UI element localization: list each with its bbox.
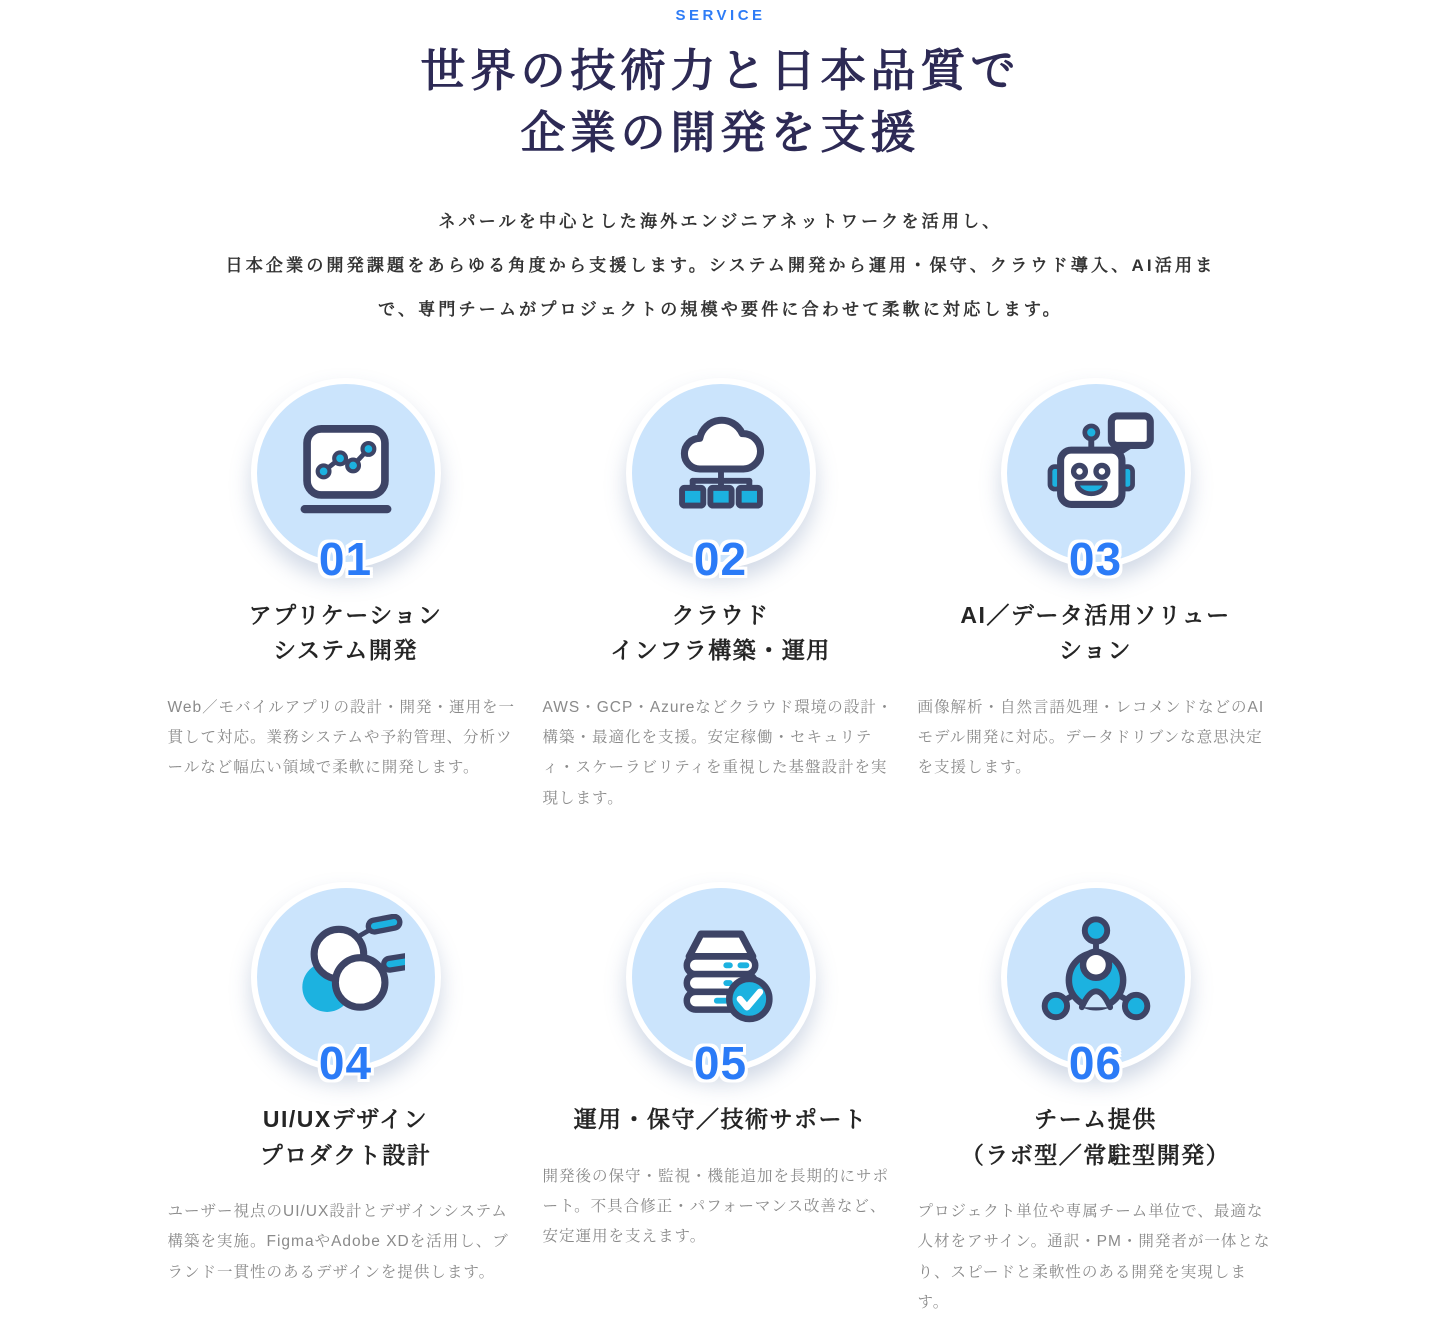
service-description: 開発後の保守・監視・機能追加を長期的にサポート。不具合修正・パフォーマンス改善など、安定運用を支えます。 [542, 1167, 890, 1245]
laptop-chart-icon [287, 410, 405, 528]
section-eyebrow: SERVICE [675, 7, 766, 24]
service-title-line1: UI/UXデザイン [262, 1105, 429, 1132]
service-description: 画像解析・自然言語処理・レコメンドなどのAIモデル開発に対応。データドリブンな意思決定を支援します。 [917, 699, 1265, 777]
service-title [960, 598, 1230, 669]
service-title-line1: クラウド [671, 601, 770, 628]
service-title-line1: 運用・保守／技術サポート [573, 1105, 868, 1132]
section-intro [213, 200, 1228, 332]
cloud-network-icon [662, 410, 780, 528]
service-card-cloud-infra [543, 378, 899, 814]
service-number: 06 [1068, 1036, 1123, 1089]
service-number: 02 [693, 532, 748, 585]
service-title-line2: （ラボ型／常駐型開発） [960, 1141, 1231, 1168]
service-title-line2: ション [1058, 637, 1133, 664]
robot-chat-icon [1037, 410, 1155, 528]
service-card-application-development [168, 378, 524, 814]
service-description: ユーザー視点のUI/UX設計とデザインシステム構築を実施。FigmaやAdobe XDを活用し、ブランド一貫性のあるデザインを提供します。 [167, 1203, 509, 1281]
service-title-line2: インフラ構築・運用 [610, 637, 831, 664]
section-intro-line1: ネパールを中心とした海外エンジニアネットワークを活用し、 [438, 212, 1003, 232]
service-title-line1: チーム提供 [1034, 1105, 1157, 1132]
section-title [0, 40, 1441, 164]
service-number: 01 [318, 532, 373, 585]
server-check-icon [662, 914, 780, 1032]
team-network-icon [1037, 914, 1155, 1032]
design-tools-icon [287, 914, 405, 1032]
service-description: Web／モバイルアプリの設計・開発・運用を一貫して対応。業務システムや予約管理、分析ツールなど幅広い領域で柔軟に開発します。 [167, 699, 515, 777]
service-title [260, 1102, 432, 1173]
service-title [961, 1102, 1231, 1173]
section-title-line2: 企業の開発を支援 [520, 107, 921, 159]
service-title-line2: プロダクト設計 [259, 1141, 432, 1168]
service-card-maintenance-support [543, 882, 899, 1318]
service-title-line1: AI／データ活用ソリュー [960, 601, 1231, 628]
service-number: 03 [1068, 532, 1123, 585]
service-description: AWS・GCP・Azureなどクラウド環境の設計・構築・最適化を支援。安定稼働・セキュリティ・スケーラビリティを重視した基盤設計を実現します。 [542, 699, 894, 807]
service-number: 05 [693, 1036, 748, 1089]
service-title-line1: アプリケーション [248, 601, 443, 628]
service-title [249, 598, 443, 669]
service-title [610, 598, 831, 669]
service-number: 04 [318, 1036, 373, 1089]
section-intro-line2: 日本企業の開発課題をあらゆる角度から支援します。システム開発から運用・保守、クラウド導入、AI活用まで、専門チームがプロジェクトの規模や要件に合わせて柔軟に対応します。 [225, 256, 1216, 319]
service-card-team-provision [918, 882, 1274, 1318]
service-description: プロジェクト単位や専属チーム単位で、最適な人材をアサイン。通訳・PM・開発者が一体となり、スピードと柔軟性のある開発を実現します。 [917, 1203, 1271, 1311]
service-card-uiux-design [168, 882, 524, 1318]
service-card-ai-data [918, 378, 1274, 814]
service-title [574, 1102, 868, 1138]
section-title-line1: 世界の技術力と日本品質で [420, 45, 1021, 96]
service-grid [168, 378, 1274, 1318]
service-title-line2: システム開発 [273, 637, 418, 664]
